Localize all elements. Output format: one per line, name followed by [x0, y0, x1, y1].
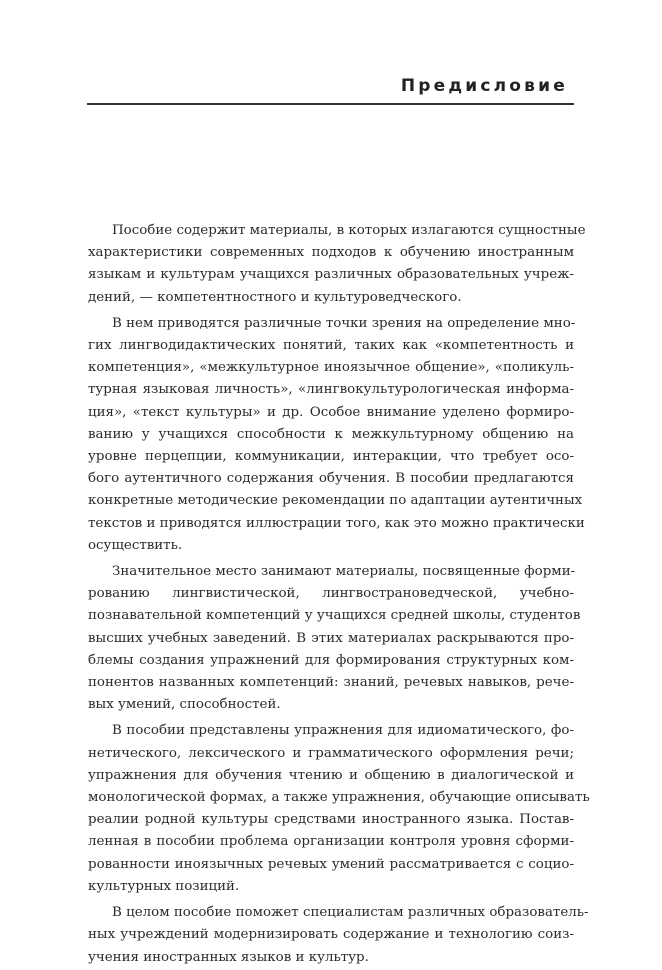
text-line: уровне перцепции, коммуникации, интеракции, что требует осо- [88, 449, 574, 465]
text-line: бого аутентичного содержания обучения. В пособии предлагаются [88, 471, 574, 487]
text-line: гих лингводидактических понятий, таких как «компетентность и [88, 338, 574, 354]
text-line: языкам и культурам учащихся различных образовательных учреж- [88, 267, 574, 283]
text-line: ция», «текст культуры» и др. Особое внимание уделено формиро- [88, 404, 574, 420]
text-line: вых умений, способностей. [88, 697, 281, 713]
text-line: рованности иноязычных речевых умений рассматривается с социо- [88, 856, 574, 872]
text-line: текстов и приводятся иллюстрации того, как это можно практически [88, 515, 585, 531]
text-line: осуществить. [88, 537, 183, 553]
text-line: В целом пособие поможет специалистам различных образователь- [112, 905, 589, 921]
body-text [88, 220, 590, 969]
text-line: блемы создания упражнений для формирования структурных ком- [88, 652, 574, 668]
paragraph [88, 313, 585, 557]
paragraph [88, 902, 589, 969]
paragraph [88, 561, 581, 716]
text-line: Пособие содержит материалы, в которых излагаются сущностные [112, 223, 586, 238]
chapter-header [87, 74, 574, 105]
text-line: В нем приводятся различные точки зрения на определение мно- [112, 315, 576, 331]
text-line: характеристики современных подходов к обучению иностранным [88, 245, 574, 261]
text-line: нетического, лексического и грамматического оформления речи; [88, 745, 574, 761]
text-line: ванию у учащихся способности к межкультурному общению на [88, 426, 574, 442]
text-line: учения иностранных языков и культур. [88, 949, 369, 965]
paragraph [88, 220, 586, 309]
text-line: Значительное место занимают материалы, посвященные форми- [112, 564, 576, 580]
text-line: рованию лингвистической, лингвострановедческой, учебно- [88, 586, 574, 602]
text-line: упражнения для обучения чтению и общению в диалогической и [88, 767, 574, 783]
text-line: ных учреждений модернизировать содержание и технологию соиз- [88, 927, 574, 943]
text-line: культурных позиций. [88, 878, 240, 894]
text-line: ленная в пособии проблема организации контроля уровня сформи- [88, 834, 574, 850]
text-line: дений, — компетентностного и культуроведческого. [88, 289, 462, 305]
text-line: реалии родной культуры средствами иностранного языка. Постав- [88, 812, 574, 828]
text-line: компетенция», «межкультурное иноязычное общение», «поликуль- [88, 360, 574, 376]
text-line: В пособии представлены упражнения для идиоматического, фо- [112, 723, 574, 739]
text-line: турная языковая личность», «лингвокультурологическая информа- [88, 382, 574, 398]
text-line: конкретные методические рекомендации по адаптации аутентичных [88, 493, 583, 509]
chapter-title: Предисловие [400, 76, 568, 96]
text-line: монологической формах, а также упражнения, обучающие описывать [88, 790, 590, 806]
header-rule [87, 103, 574, 105]
text-line: понентов названных компетенций: знаний, речевых навыков, рече- [88, 675, 574, 691]
paragraph [88, 720, 590, 898]
text-line: познавательной компетенций у учащихся средней школы, студентов [88, 608, 581, 624]
text-line: высших учебных заведений. В этих материалах раскрываются про- [88, 630, 574, 646]
